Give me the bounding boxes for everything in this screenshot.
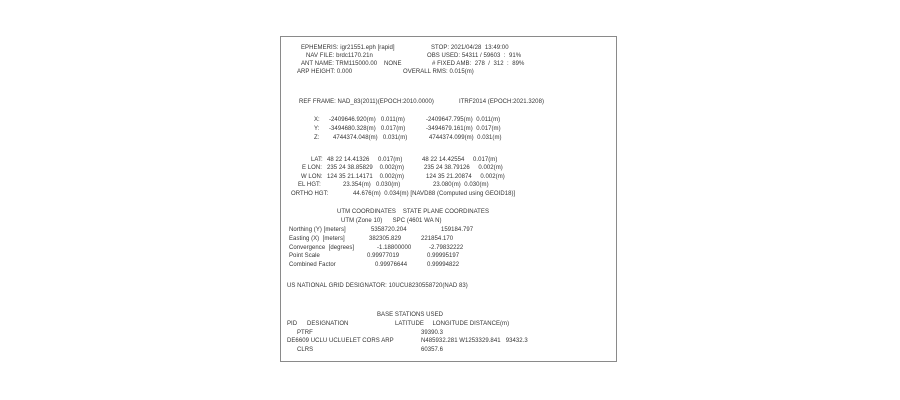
nav-file-text: NAV FILE: brdc1170.21n <box>306 53 373 59</box>
arp-height-text: ARP HEIGHT: 0.000 <box>297 69 353 75</box>
point-scale-label: Point Scale <box>289 253 320 259</box>
base-station-uclu: DE6609 UCLU UCLUELET CORS ARP <box>287 338 394 344</box>
northing-label: Northing (Y) [meters] <box>289 227 346 233</box>
base-stations-title: BASE STATIONS USED <box>377 312 444 318</box>
base-station-clrs: CLRS <box>297 347 314 353</box>
convergence-utm: -1.18800000 <box>377 245 412 251</box>
coord-x-itrf: -2409647.795(m) 0.011(m) <box>426 117 501 123</box>
easting-utm: 382305.829 <box>369 236 402 242</box>
ref-frame-itrf: ITRF2014 (EPOCH:2021.3208) <box>459 99 545 105</box>
ortho-hgt-value: 44.676(m) 0.034(m) [NAVD88 (Computed using GEOID18)] <box>353 191 516 197</box>
base-stations-lat-lon-distance-header: LATITUDE LONGITUDE DISTANCE(m) <box>395 321 510 327</box>
coord-x-label: X: <box>314 117 320 123</box>
overall-rms-text: OVERALL RMS: 0.015(m) <box>403 69 474 75</box>
northing-spc: 159184.797 <box>441 227 474 233</box>
base-station-ptrf-distance: 39390.3 <box>421 330 444 336</box>
opus-report-page <box>280 36 617 362</box>
coord-y-label: Y: <box>314 126 320 132</box>
grid-coords-title: UTM COORDINATES STATE PLANE COORDINATES <box>337 209 490 215</box>
base-stations-pid-header: PID <box>287 321 298 327</box>
coord-z-label: Z: <box>314 135 320 141</box>
antenna-name-text: ANT NAME: TRM115000.00 NONE <box>301 61 402 67</box>
convergence-spc: -2.79832222 <box>429 245 464 251</box>
elon-itrf: 235 24 38.79126 0.002(m) <box>424 165 503 171</box>
elon-nad83: 235 24 38.85829 0.002(m) <box>327 165 405 171</box>
coord-y-itrf: -3494679.161(m) 0.017(m) <box>426 126 501 132</box>
point-scale-utm: 0.99977019 <box>367 253 400 259</box>
point-scale-spc: 0.99995197 <box>427 253 460 259</box>
base-station-uclu-distance: N485932.281 W1253329.841 93432.3 <box>421 338 528 344</box>
wlon-itrf: 124 35 21.20874 0.002(m) <box>426 174 505 180</box>
lat-nad83: 48 22 14.41326 0.017(m) <box>327 157 403 163</box>
wlon-label: W LON: <box>301 174 323 180</box>
coord-y-nad83: -3494680.328(m) 0.017(m) <box>329 126 406 132</box>
base-station-clrs-distance: 60357.6 <box>421 347 444 353</box>
ephemeris-text: EPHEMERIS: igr21551.eph [rapid] <box>301 45 395 51</box>
convergence-label: Convergence [degrees] <box>289 245 355 251</box>
base-station-ptrf: PTRF <box>297 330 313 336</box>
combined-factor-spc: 0.99994822 <box>427 262 460 268</box>
lat-itrf: 48 22 14.42554 0.017(m) <box>422 157 498 163</box>
lat-label: LAT: <box>311 157 323 163</box>
el-hgt-label: EL HGT: <box>298 182 321 188</box>
wlon-nad83: 124 35 21.14171 0.002(m) <box>327 174 405 180</box>
ortho-hgt-label: ORTHO HGT: <box>291 191 329 197</box>
obs-used-text: OBS USED: 54311 / 59603 : 91% <box>427 53 522 59</box>
northing-utm: 5358720.204 <box>371 227 407 233</box>
elon-label: E LON: <box>302 165 322 171</box>
easting-label: Easting (X) [meters] <box>289 236 345 242</box>
combined-factor-utm: 0.99976644 <box>375 262 408 268</box>
grid-designator-text: US NATIONAL GRID DESIGNATOR: 10UCU8230558720(NAD 83) <box>287 283 468 289</box>
fixed-ambiguity-text: # FIXED AMB: 278 / 312 : 89% <box>432 61 525 67</box>
el-hgt-nad83: 23.354(m) 0.030(m) <box>343 182 401 188</box>
stop-time-text: STOP: 2021/04/28 13:49:00 <box>431 45 509 51</box>
coord-z-nad83: 4744374.048(m) 0.031(m) <box>333 135 408 141</box>
easting-spc: 221854.170 <box>421 236 454 242</box>
coord-x-nad83: -2409646.920(m) 0.011(m) <box>329 117 405 123</box>
ref-frame-nad83: REF FRAME: NAD_83(2011)(EPOCH:2010.0000) <box>299 99 434 105</box>
base-stations-designation-header: DESIGNATION <box>307 321 349 327</box>
el-hgt-itrf: 23.080(m) 0.030(m) <box>433 182 489 188</box>
grid-coords-subtitle: UTM (Zone 10) SPC (4601 WA N) <box>341 218 442 224</box>
combined-factor-label: Combined Factor <box>289 262 336 268</box>
coord-z-itrf: 4744374.099(m) 0.031(m) <box>429 135 502 141</box>
